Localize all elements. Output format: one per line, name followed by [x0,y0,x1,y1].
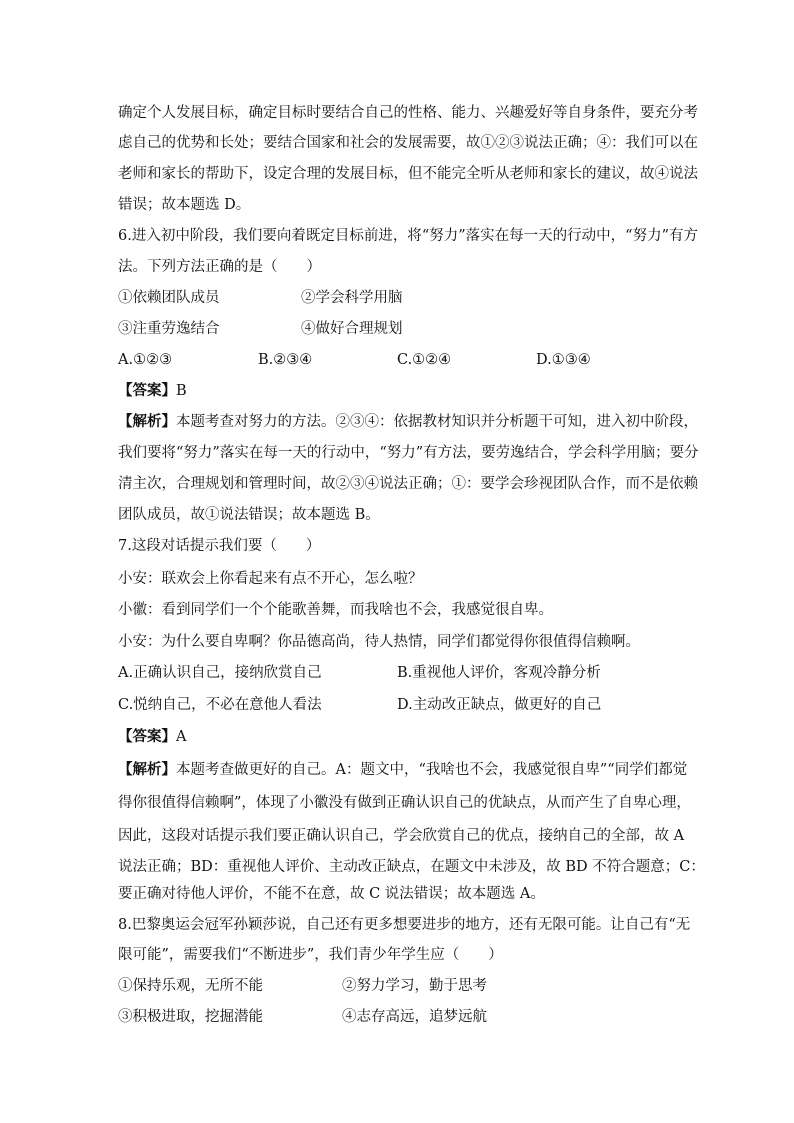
analysis-text: 本题考查对努力的方法。②③④：依据教材知识并分析题干可知，进入初中阶段， [176,414,698,430]
q6-item: ③注重劳逸结合 [118,321,220,337]
q8-item: ②努力学习，勤于思考 [342,978,487,994]
analysis-label: 【解析】 [118,413,176,430]
q6-analysis-line: 我们要将“努力”落实在每一天的行动中，“努力”有方法，要劳逸结合，学会科学用脑；要分 [118,445,699,461]
answer-value: A [176,729,187,745]
q7-dialog-line: 小安：为什么要自卑啊？你品德高尚，待人热情，同学们都觉得你很值得信赖啊。 [118,634,640,650]
q6-item: ①依赖团队成员 [118,290,220,306]
q8-stem: 8.巴黎奥运会冠军孙颖莎说，自己还有更多想要进步的地方，还有无限可能。让自己有“无 [118,917,691,933]
q6-analysis [118,412,698,432]
q7-analysis-line: 得你很值得信赖啊”，体现了小徽没有做到正确认识自己的优缺点，从而产生了自卑心理， [118,795,691,811]
q6-item: ②学会科学用脑 [301,290,403,306]
q7-dialog-line: 小徽：看到同学们一个个能歌善舞，而我啥也不会，我感觉很自卑。 [118,602,553,618]
q7-analysis-line: 说法正确；BD：重视他人评价、主动改正缺点，在题文中未涉及，故 BD 不符合题意；C： [118,859,705,875]
answer-value: B [176,383,187,399]
text-line: 老师和家长的帮助下，设定合理的发展目标，但不能完全听从老师和家长的建议，故④说法 [118,166,698,182]
q7-analysis-line: 要正确对待他人评价，不能不在意，故 C 说法错误；故本题选 A。 [118,886,545,902]
text-line: 错误；故本题选 D。 [118,197,251,213]
answer-label: 【答案】 [118,382,176,399]
q6-stem: 6.进入初中阶段，我们要向着既定目标前进，将“努力”落实在每一天的行动中，“努力”有方 [118,228,698,244]
q7-option: D.主动改正缺点，做更好的自己 [397,697,602,713]
q8-item: ①保持乐观，无所不能 [118,978,263,994]
q7-analysis-line: 因此，这段对话提示我们要正确认识自己，学会欣赏自己的优点，接纳自己的全部，故 A [118,828,685,844]
analysis-label: 【解析】 [118,761,176,778]
q6-option: C.①②④ [397,352,452,368]
q6-option: B.②③④ [258,352,313,368]
q6-analysis-line: 清主次，合理规划和管理时间，故②③④说法正确；①：要学会珍视团队合作，而不是依赖 [118,476,698,492]
q6-answer [118,381,698,401]
q8-item: ④志存高远，追梦远航 [342,1009,487,1025]
analysis-text: 本题考查做更好的自己。A：题文中，“我啥也不会，我感觉很自卑”“同学们都觉 [176,762,688,778]
text-line: 虑自己的优势和长处；要结合国家和社会的发展需要，故①②③说法正确；④：我们可以在 [118,135,698,151]
q7-option: A.正确认识自己，接纳欣赏自己 [118,665,322,681]
answer-label: 【答案】 [118,728,176,745]
q7-stem: 7.这段对话提示我们要（ ） [118,538,321,554]
q8-stem: 限可能”，需要我们“不断进步”，我们青少年学生应（ ） [118,947,503,963]
q6-analysis-line: 团队成员，故①说法错误；故本题选 B。 [118,507,380,523]
q7-answer [118,727,698,747]
q6-option: D.①③④ [536,352,591,368]
q6-item: ④做好合理规划 [301,321,403,337]
q7-analysis [118,760,698,780]
text-line: 确定个人发展目标，确定目标时要结合自己的性格、能力、兴趣爱好等自身条件，要充分考 [118,105,698,121]
q6-stem: 法。下列方法正确的是（ ） [118,259,321,275]
q7-option: B.重视他人评价，客观冷静分析 [397,665,601,681]
q7-dialog-line: 小安：联欢会上你看起来有点不开心，怎么啦？ [118,571,423,587]
q7-option: C.悦纳自己，不必在意他人看法 [118,697,322,713]
q8-item: ③积极进取，挖掘潜能 [118,1009,263,1025]
q6-option: A.①②③ [118,352,173,368]
